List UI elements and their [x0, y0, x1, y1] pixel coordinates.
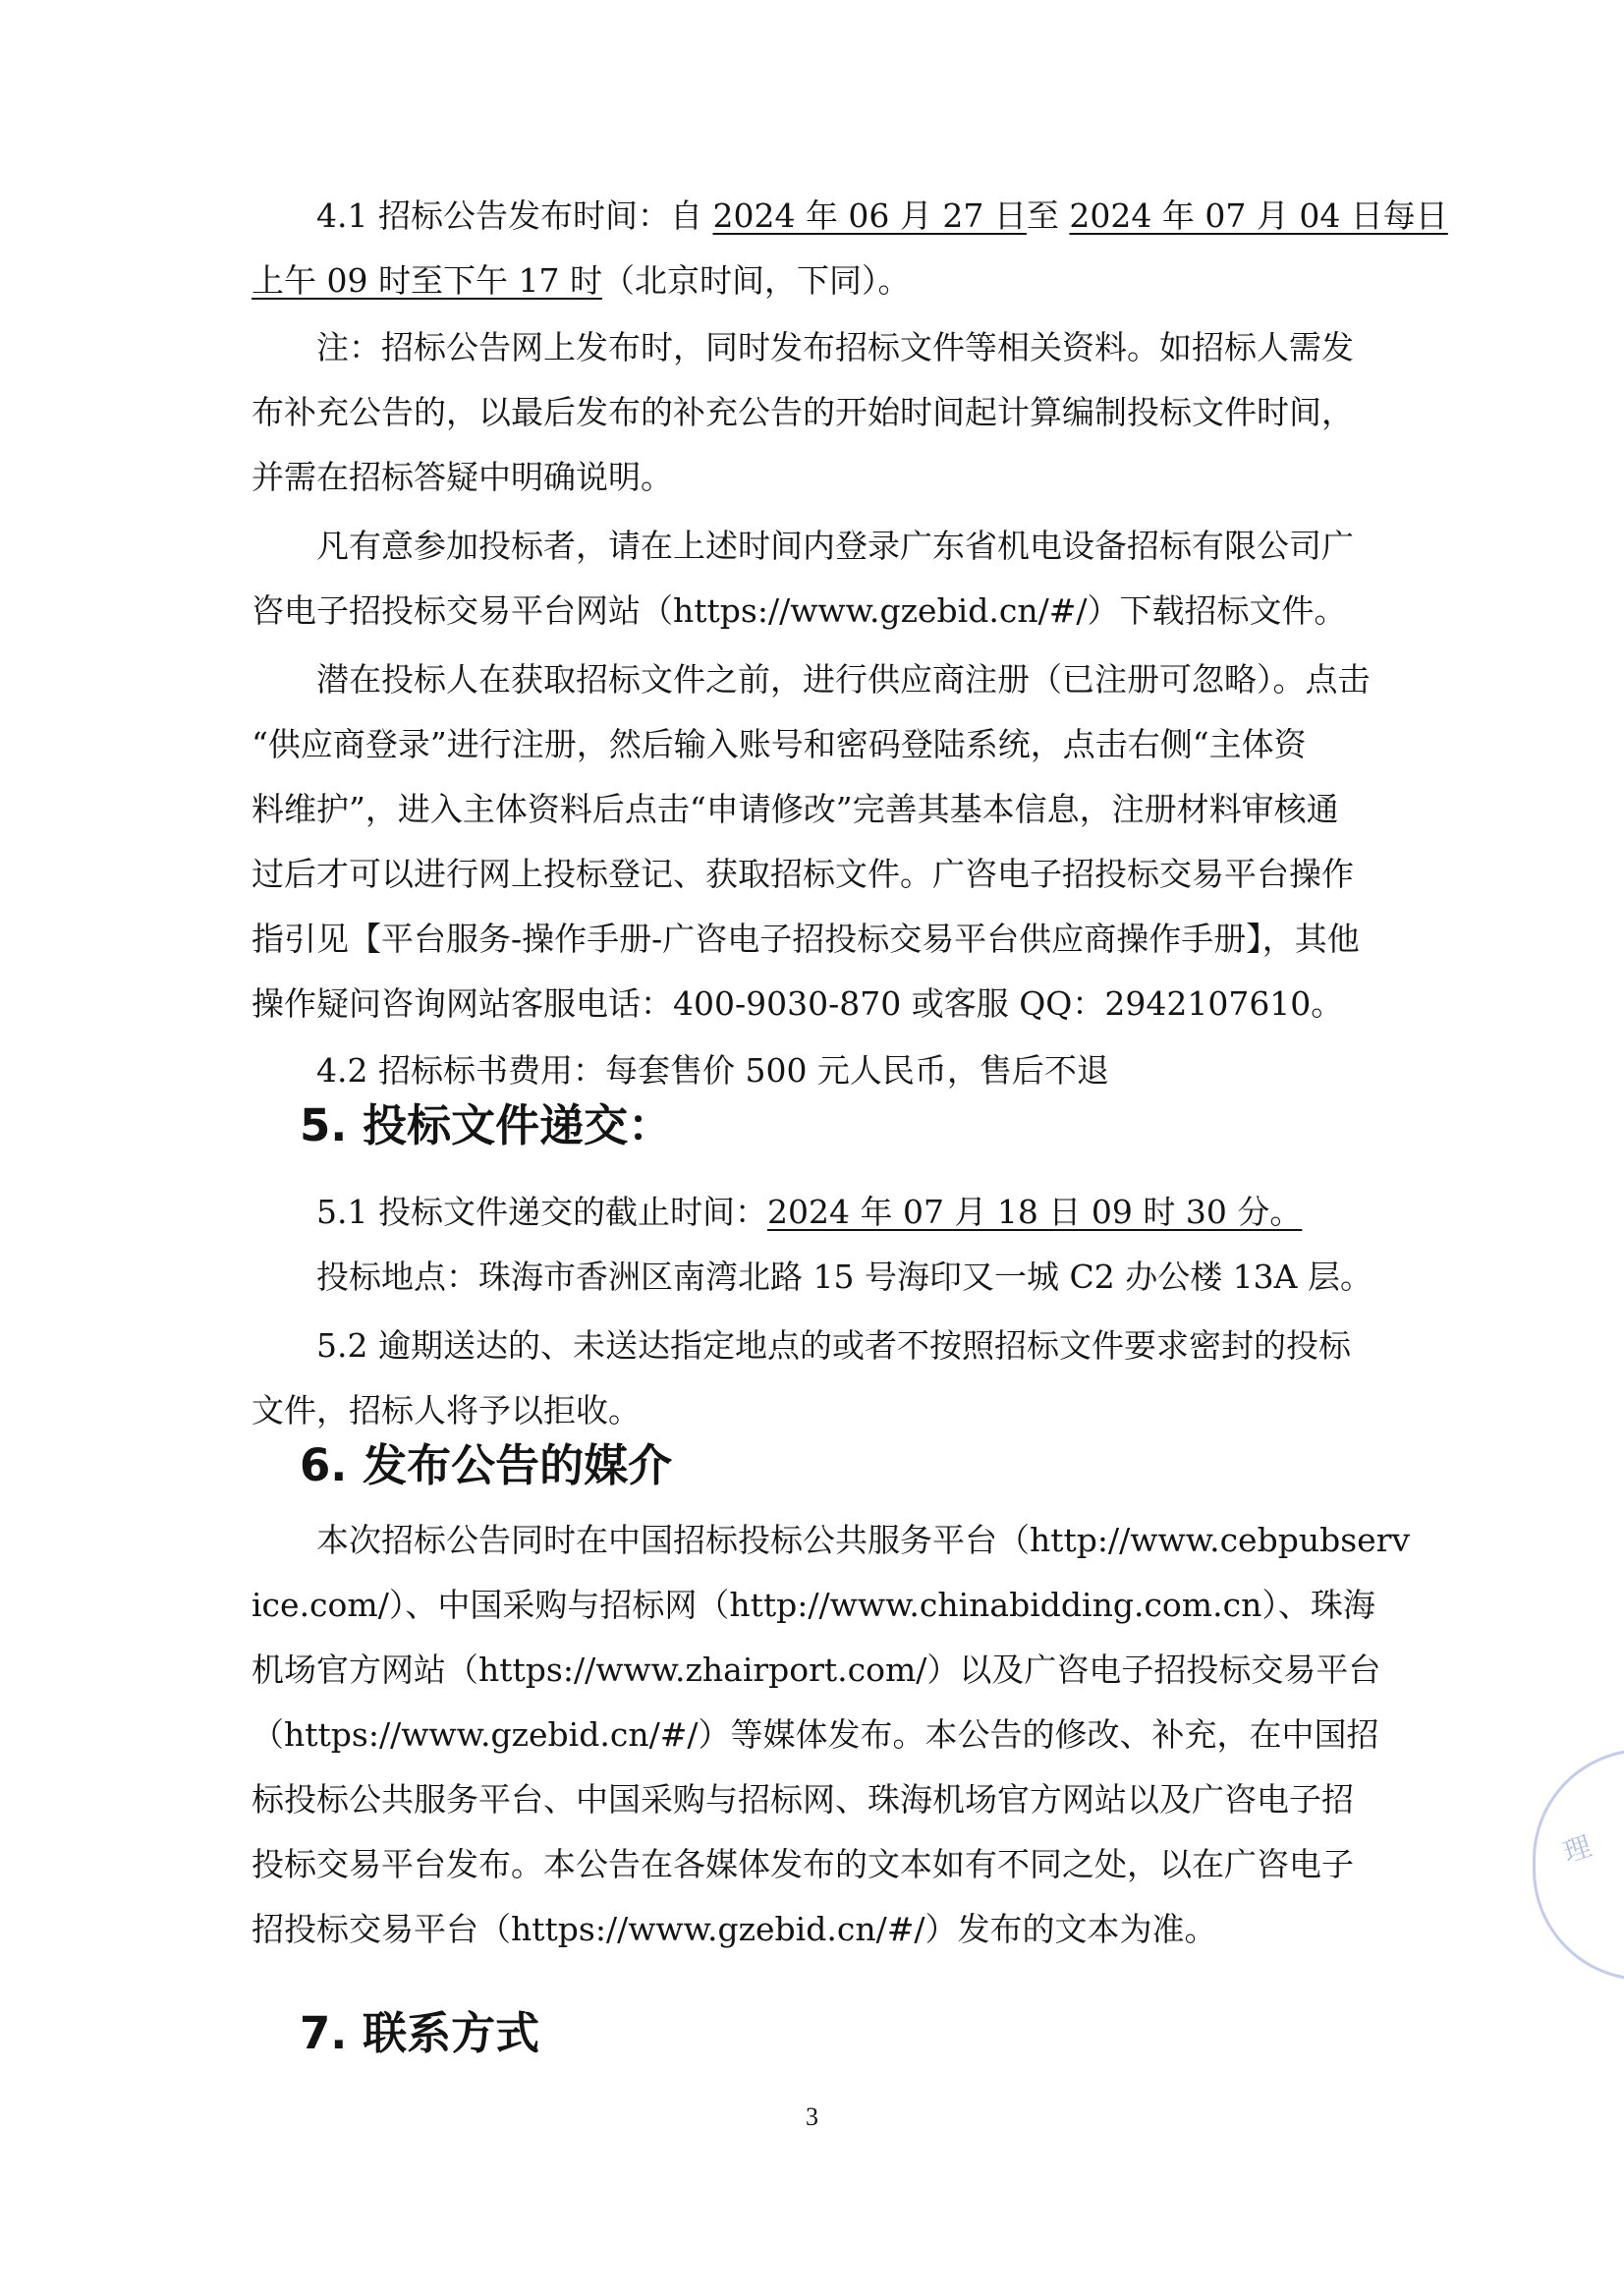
media-line-3: 机场官方网站（https://www.zhairport.com/）以及广咨电子招投标交易平台 [252, 1651, 1381, 1689]
page-number: 3 [806, 2102, 818, 2131]
section-5-2-line-2: 文件，招标人将予以拒收。 [252, 1391, 641, 1429]
text-segment: 至 [1026, 196, 1070, 235]
section-4-1-line-1 [316, 196, 1448, 236]
note-line-1: 注：招标公告网上发布时，同时发布招标文件等相关资料。如招标人需发 [316, 328, 1354, 366]
stamp-text: 理 [1559, 1829, 1596, 1870]
media-line-6: 投标交易平台发布。本公告在各媒体发布的文本如有不同之处，以在广咨电子 [252, 1845, 1354, 1883]
publish-end-date: 2024 年 07 月 04 日每日 [1069, 196, 1448, 235]
section-4-2: 4.2 招标标书费用：每套售价 500 元人民币，售后不退 [316, 1051, 1109, 1090]
heading-section-5: 5. 投标文件递交： [300, 1099, 673, 1151]
section-5-1 [316, 1193, 1302, 1232]
publish-daily-hours: 上午 09 时至下午 17 时 [252, 261, 602, 300]
potential-bidder-line-4: 过后才可以进行网上投标登记、获取招标文件。广咨电子招投标交易平台操作 [252, 855, 1354, 893]
potential-bidder-line-6: 操作疑问咨询网站客服电话：400-9030-870 或客服 QQ：2942107610。 [252, 984, 1344, 1023]
text-segment: 4.1 招标公告发布时间：自 [316, 196, 713, 235]
text-segment: （北京时间，下同）。 [601, 261, 911, 300]
media-line-7: 招投标交易平台（https://www.gzebid.cn/#/）发布的文本为准。 [252, 1910, 1217, 1948]
note-line-2: 布补充公告的，以最后发布的补充公告的开始时间起计算编制投标文件时间， [252, 393, 1354, 431]
text-segment: 5.1 投标文件递交的截止时间： [316, 1193, 767, 1231]
seal-stamp-edge [1533, 1749, 1624, 1981]
section-5-2-line-1: 5.2 逾期送达的、未送达指定地点的或者不按照招标文件要求密封的投标 [316, 1326, 1351, 1365]
media-line-5: 标投标公共服务平台、中国采购与招标网、珠海机场官方网站以及广咨电子招 [252, 1780, 1354, 1819]
note-line-3: 并需在招标答疑中明确说明。 [252, 458, 673, 496]
media-line-1: 本次招标公告同时在中国招标投标公共服务平台（http://www.cebpubserv [316, 1521, 1411, 1559]
potential-bidder-line-1: 潜在投标人在获取招标文件之前，进行供应商注册（已注册可忽略）。点击 [316, 660, 1371, 699]
potential-bidder-line-3: 料维护”，进入主体资料后点击“申请修改”完善其基本信息，注册材料审核通 [252, 790, 1339, 828]
potential-bidder-line-2: “供应商登录”进行注册，然后输入账号和密码登陆系统，点击右侧“主体资 [252, 725, 1307, 763]
media-line-2: ice.com/）、中国采购与招标网（http://www.chinabidding.com.cn）、珠海 [252, 1586, 1375, 1624]
heading-section-7: 7. 联系方式 [300, 2007, 540, 2059]
section-4-1-line-2 [252, 261, 910, 301]
media-line-4: （https://www.gzebid.cn/#/）等媒体发布。本公告的修改、补充，在中国招 [252, 1715, 1379, 1754]
heading-section-6: 6. 发布公告的媒介 [300, 1439, 673, 1491]
registration-line-1: 凡有意参加投标者，请在上述时间内登录广东省机电设备招标有限公司广 [316, 527, 1354, 565]
registration-line-2: 咨电子招投标交易平台网站（https://www.gzebid.cn/#/）下载招标文件。 [252, 591, 1347, 630]
bid-location: 投标地点：珠海市香洲区南湾北路 15 号海印又一城 C2 办公楼 13A 层。 [316, 1258, 1372, 1296]
publish-start-date: 2024 年 06 月 27 日 [712, 196, 1027, 235]
submission-deadline: 2024 年 07 月 18 日 09 时 30 分。 [766, 1193, 1303, 1231]
potential-bidder-line-5: 指引见【平台服务-操作手册-广咨电子招投标交易平台供应商操作手册】，其他 [252, 920, 1360, 958]
